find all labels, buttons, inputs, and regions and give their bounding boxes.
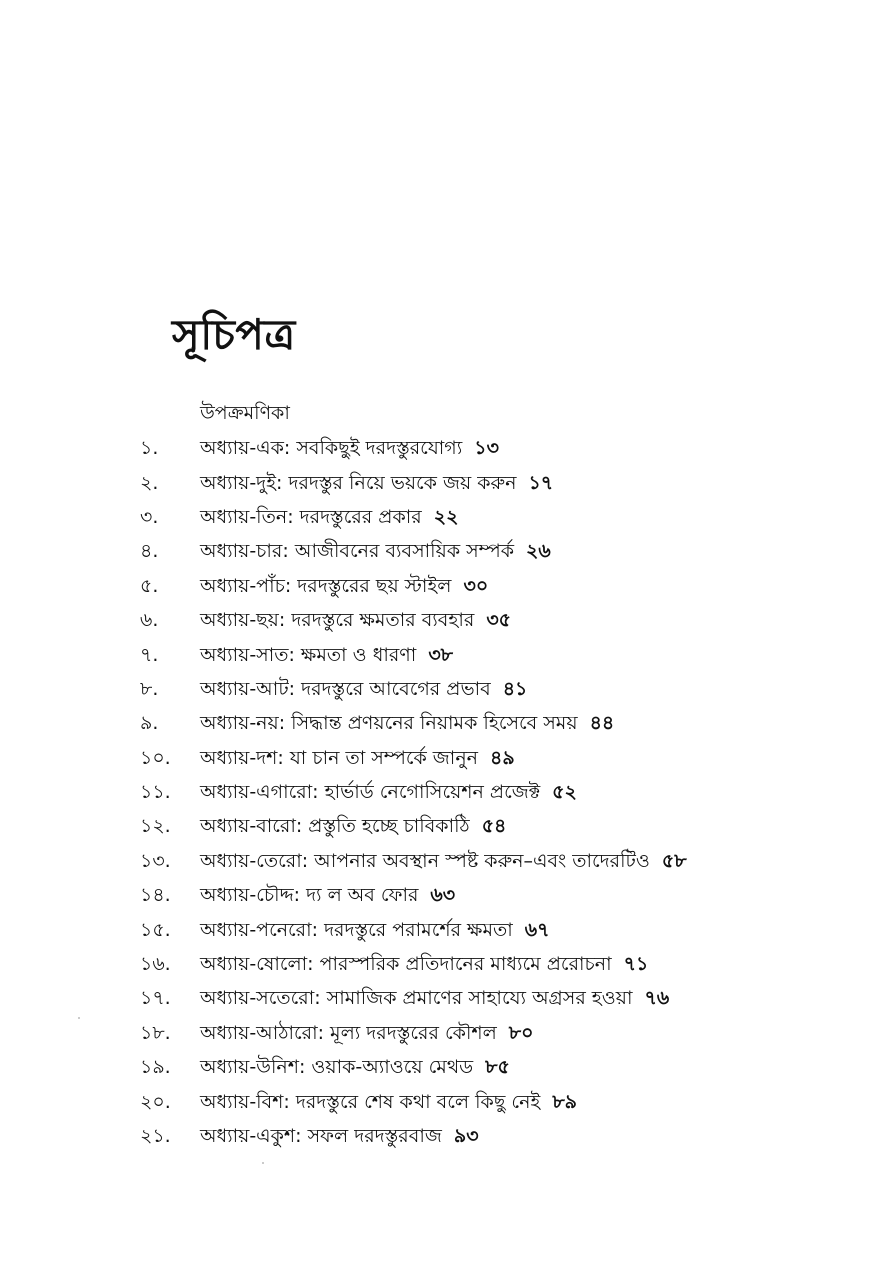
toc-entry-page: ২২ [433,505,459,528]
toc-entry-number: ৩. [140,505,159,528]
toc-entry-title: অধ্যায়-এক: সবকিছুই দরদস্তুরযোগ্য [200,437,463,460]
page-title: সূচিপত্র [172,310,296,359]
toc-entry-page: ৩৫ [486,609,512,632]
toc-entry-number: ১৯. [140,1056,171,1079]
toc-entry-page: ৯৩ [453,1125,479,1147]
toc-entry-number: ৬. [140,609,159,632]
toc-entry-number: ১১. [140,781,171,804]
toc-entry-page: ৫২ [552,781,577,804]
toc-entry [140,433,860,467]
toc-entry [140,914,860,948]
toc-entry-number: ২০. [140,1090,171,1113]
toc-entry-title: অধ্যায়-আঠারো: মূল্য দরদস্তুরের কৌশল [200,1021,497,1044]
toc-entry-page: ১৩ [474,437,499,460]
toc-entry-number: ৯. [140,712,159,735]
toc-entry-page: ৫৪ [481,815,507,838]
toc-entry [140,674,860,708]
toc-entry [140,949,860,983]
toc-entry [140,777,860,811]
toc-entry-page: ৮৫ [485,1056,510,1079]
toc-entry-number: ২১. [140,1125,171,1147]
toc-entry-title: অধ্যায়-বারো: প্রস্তুতি হচ্ছে চাবিকাঠি [200,815,470,838]
toc-entry-title: অধ্যায়-সাত: ক্ষমতা ও ধারণা [200,643,417,666]
toc-entry-page: ৭১ [623,953,649,976]
toc-entry-number: ২. [140,471,159,494]
toc-entry [140,1052,860,1086]
toc-entry-number: ১৪. [140,884,171,907]
toc-entry-page: ৮৯ [552,1090,577,1113]
toc-entry-title: অধ্যায়-পনেরো: দরদস্তুরে পরামর্শের ক্ষমতা [200,918,513,941]
table-of-contents [140,433,860,1155]
toc-entry-title: অধ্যায়-ষোলো: পারস্পরিক প্রতিদানের মাধ্যমে প্ররোচনা [200,953,612,976]
toc-entry-page: ১৭ [528,471,554,494]
toc-entry-number: ৪. [140,540,159,563]
toc-entry [140,571,860,605]
toc-entry-page: ৩৮ [428,643,453,666]
toc-entry-page: ৬৭ [524,918,550,941]
toc-entry-number: ১৬. [140,953,171,976]
toc-entry-number: ১০. [140,746,171,769]
toc-entry-title: অধ্যায়-আট: দরদস্তুরে আবেগের প্রভাব [200,677,491,700]
toc-entry-number: ১৮. [140,1021,171,1044]
toc-entry-title: অধ্যায়-তিন: দরদস্তুরের প্রকার [200,505,422,528]
toc-entry-page: ৬৩ [430,884,456,907]
toc-entry-title: অধ্যায়-উনিশ: ওয়াক-অ্যাওয়ে মেথড [200,1056,474,1079]
toc-entry [140,743,860,777]
toc-entry [140,983,860,1017]
toc-entry-title: অধ্যায়-এগারো: হার্ভার্ড নেগোসিয়েশন প্রজেক্ট [200,781,541,804]
toc-entry [140,880,860,914]
toc-entry-page: ৭৬ [644,987,670,1010]
toc-entry-title: অধ্যায়-চৌদ্দ: দ্য ল অব ফোর [200,884,419,907]
toc-entry-title: অধ্যায়-তেরো: আপনার অবস্থান স্পষ্ট করুন–এবং তাদেরটিও [200,849,650,872]
toc-entry-page: ৪১ [502,677,528,700]
toc-entry-number: ১. [140,437,159,460]
toc-entry-number: ৫. [140,574,159,597]
toc-entry-title: অধ্যায়-দশ: যা চান তা সম্পর্কে জানুন [200,746,479,769]
scan-speck [78,1017,80,1019]
toc-entry-page: ৮০ [508,1021,534,1044]
toc-entry-number: ১২. [140,815,171,838]
toc-entry [140,1086,860,1120]
toc-entry [140,1121,860,1155]
toc-entry-title: অধ্যায়-একুশ: সফল দরদস্তুরবাজ [200,1125,442,1147]
toc-entry-title: অধ্যায়-পাঁচ: দরদস্তুরের ছয় স্টাইল [200,574,452,597]
toc-intro-entry: উপক্রমণিকা [200,402,290,424]
toc-entry [140,536,860,570]
toc-entry [140,846,860,880]
toc-entry-title: অধ্যায়-দুই: দরদস্তুর নিয়ে ভয়কে জয় করুন [200,471,517,494]
toc-entry-number: ১৭. [140,987,171,1010]
toc-entry-page: ৩০ [463,574,489,597]
scan-speck [262,1162,264,1164]
toc-entry [140,1018,860,1052]
toc-entry-title: অধ্যায়-ছয়: দরদস্তুরে ক্ষমতার ব্যবহার [200,609,475,632]
toc-entry-title: অধ্যায়-চার: আজীবনের ব্যবসায়িক সম্পর্ক [200,540,515,563]
toc-entry-title: অধ্যায়-সতেরো: সামাজিক প্রমাণের সাহায্যে অগ্রসর হওয়া [200,987,633,1010]
toc-entry-number: ৭. [140,643,159,666]
toc-entry [140,811,860,845]
toc-entry-title: অধ্যায়-নয়: সিদ্ধান্ত প্রণয়নের নিয়ামক হিসেবে সময় [200,712,578,735]
toc-entry-number: ১৩. [140,849,171,872]
toc-entry [140,708,860,742]
toc-entry [140,639,860,673]
toc-entry-number: ৮. [140,677,159,700]
toc-entry-number: ১৫. [140,918,171,941]
toc-entry [140,467,860,501]
toc-entry [140,502,860,536]
toc-entry-title: অধ্যায়-বিশ: দরদস্তুরে শেষ কথা বলে কিছু নেই [200,1090,541,1113]
toc-entry-page: ৪৪ [589,712,615,735]
toc-entry-page: ৪৯ [490,746,515,769]
toc-entry [140,605,860,639]
toc-entry-page: ৫৮ [661,849,687,872]
toc-entry-page: ২৬ [526,540,551,563]
